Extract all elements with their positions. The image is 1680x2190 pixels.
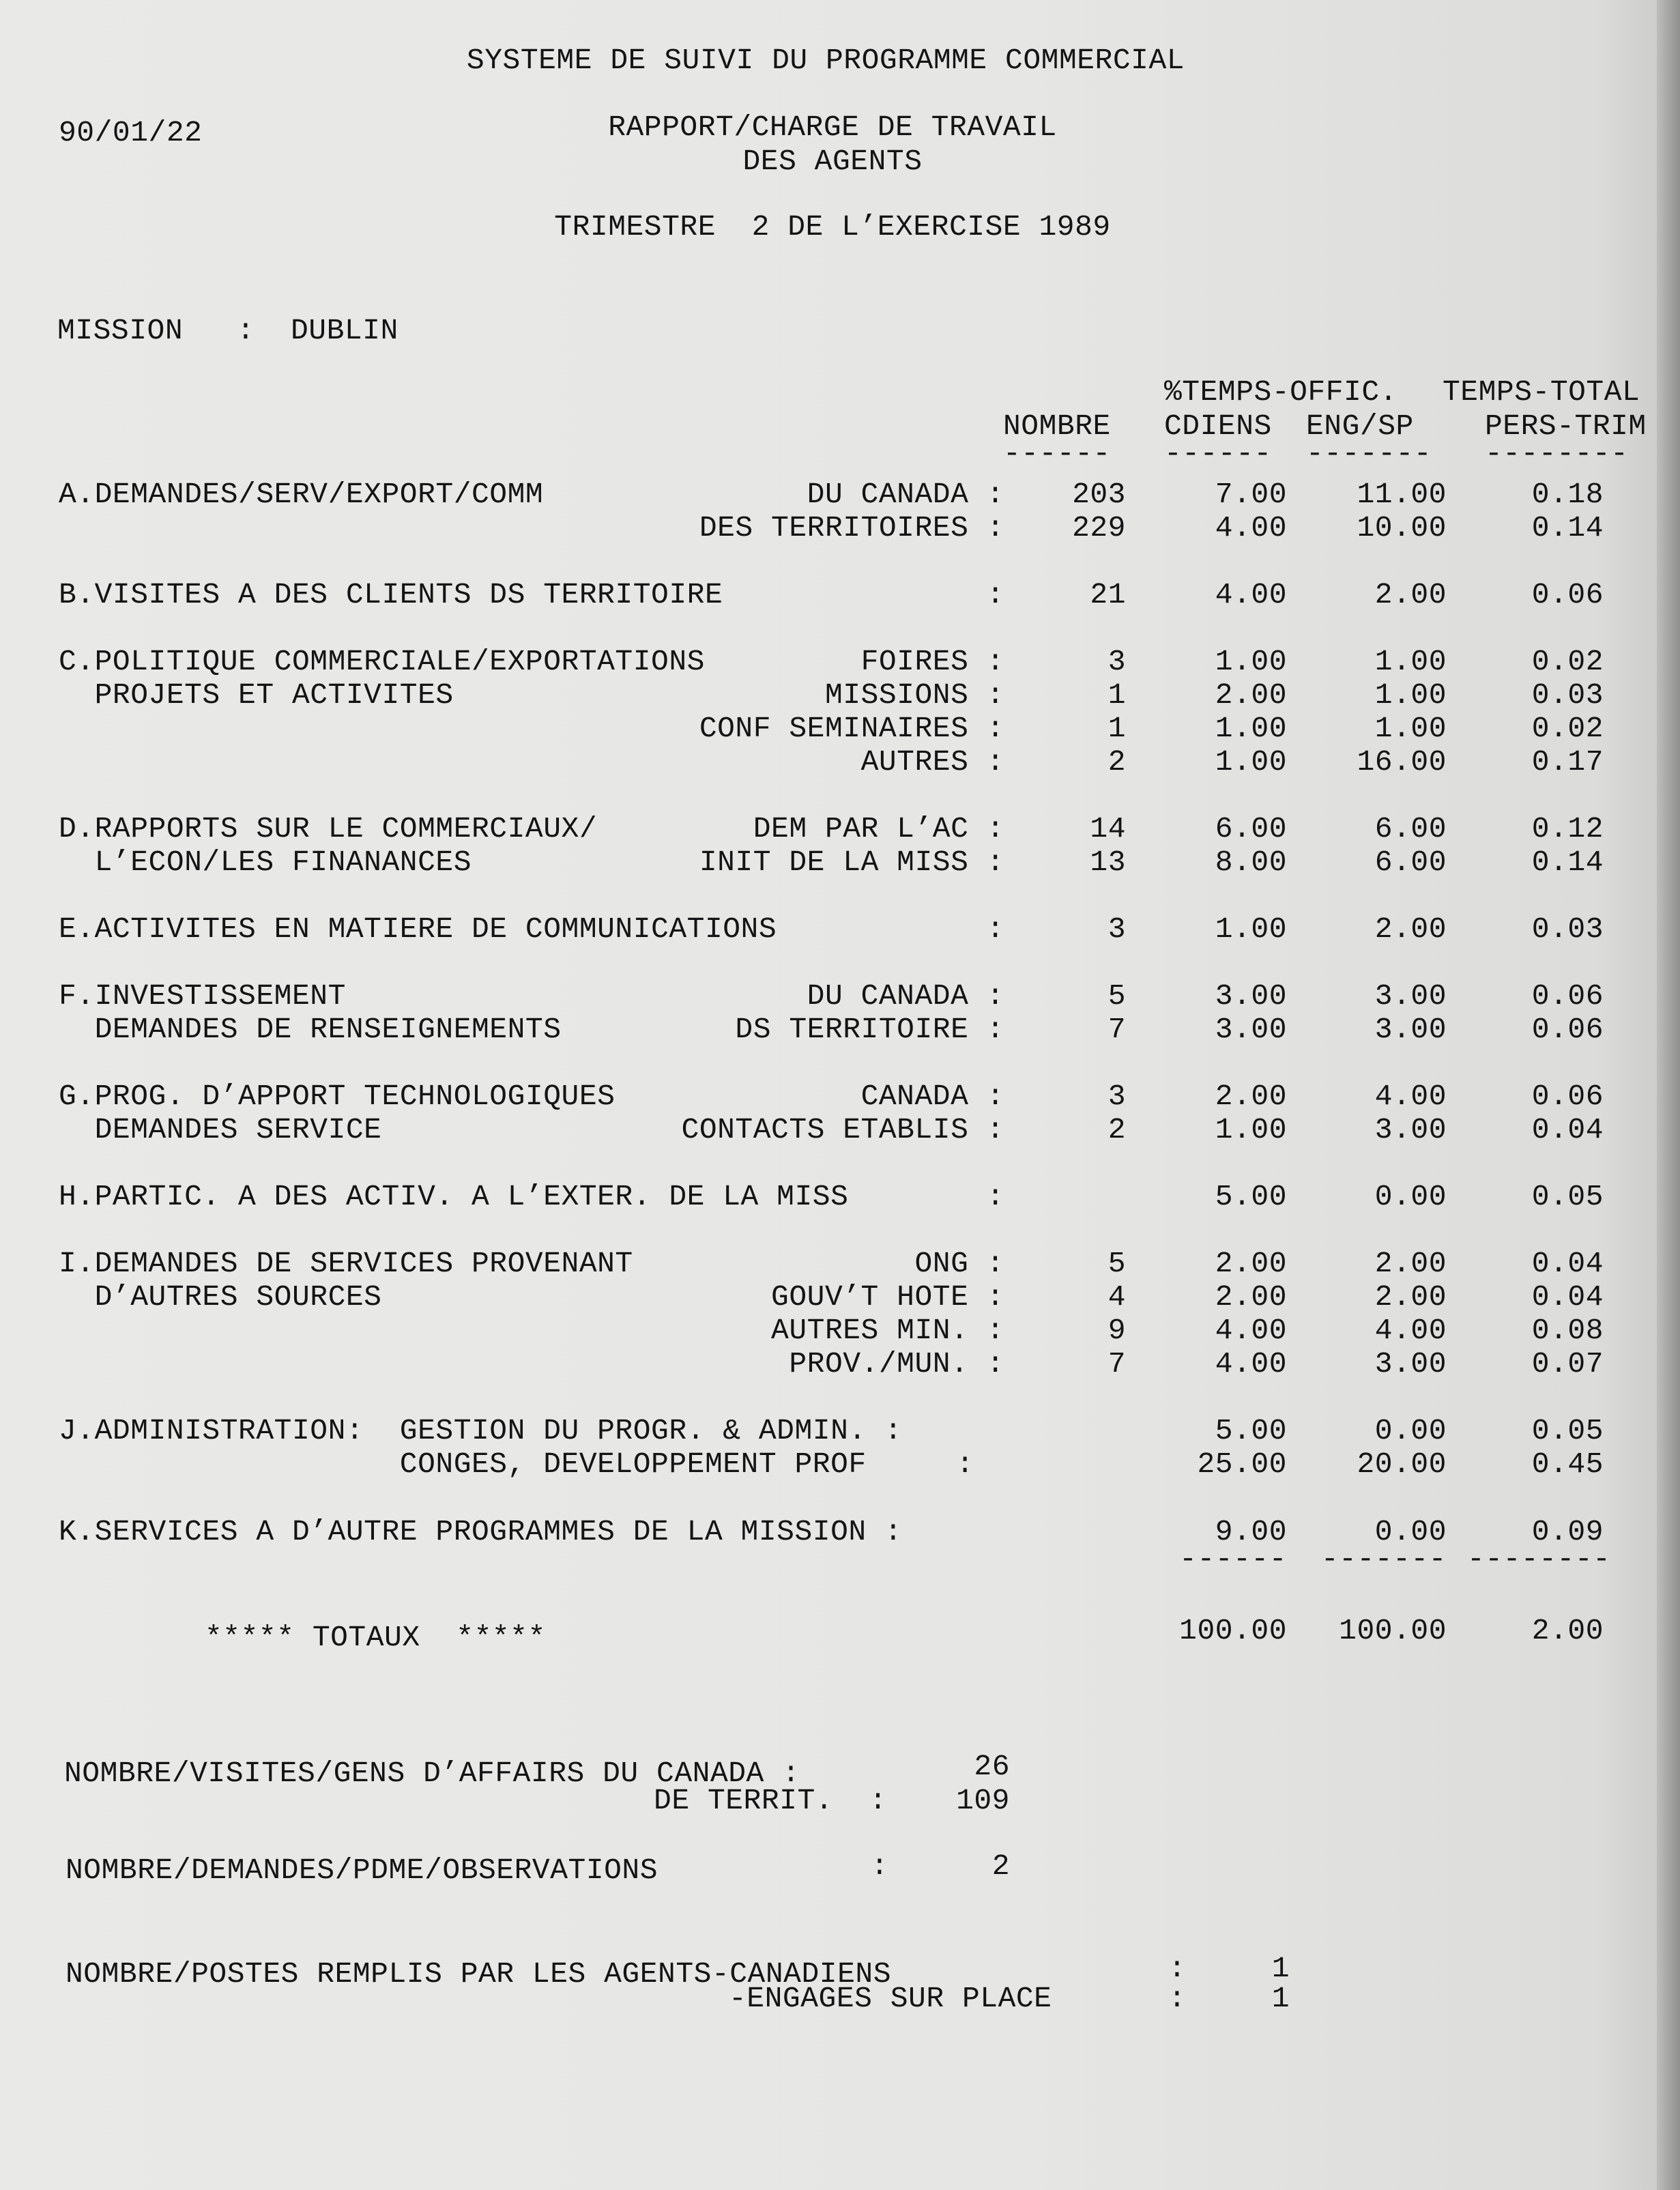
postes-label: NOMBRE/POSTES REMPLIS PAR LES AGENTS-CANADIENS: [66, 1957, 891, 1991]
column-header-engsp: ENG/SP: [1306, 409, 1414, 443]
totals-underline-cdiens: ------: [1179, 1542, 1287, 1576]
report-title-line2: DES AGENTS: [742, 145, 923, 178]
system-title: SYSTEME DE SUIVI DU PROGRAMME COMMERCIAL: [466, 44, 1185, 77]
row-label: PROJETS ET ACTIVITES: [59, 678, 454, 712]
row-engsp: 4.00: [1374, 1080, 1447, 1113]
row-sublabel: DEM PAR L’AC :: [753, 812, 1004, 846]
engages-label: -ENGAGES SUR PLACE: [729, 1982, 1052, 2015]
row-cdiens: 4.00: [1215, 1347, 1287, 1381]
row-engsp: 2.00: [1374, 1280, 1447, 1314]
row-cdiens: 25.00: [1197, 1447, 1287, 1481]
row-sublabel: AUTRES MIN. :: [771, 1314, 1004, 1347]
row-cdiens: 8.00: [1215, 846, 1287, 879]
visites-canada-value: 26: [974, 1750, 1010, 1783]
row-sublabel: PROV./MUN. :: [789, 1347, 1004, 1381]
row-sublabel: FOIRES :: [860, 645, 1004, 678]
postes-engages-value: 1: [1271, 1982, 1290, 2015]
row-pers-trim: 0.17: [1531, 745, 1604, 779]
row-cdiens: 2.00: [1215, 678, 1287, 712]
row-engsp: 2.00: [1374, 578, 1447, 611]
row-engsp: 11.00: [1357, 478, 1447, 511]
row-engsp: 3.00: [1374, 1347, 1447, 1381]
row-pers-trim: 0.06: [1531, 979, 1604, 1013]
totals-pers-trim: 2.00: [1531, 1614, 1604, 1647]
row-pers-trim: 0.05: [1531, 1180, 1604, 1213]
row-cdiens: 4.00: [1215, 511, 1287, 545]
row-cdiens: 4.00: [1215, 578, 1287, 611]
row-sublabel: AUTRES :: [860, 745, 1004, 779]
row-nombre: 1: [1107, 712, 1126, 745]
row-nombre: 1: [1107, 678, 1126, 712]
row-pers-trim: 0.04: [1531, 1280, 1604, 1314]
row-pers-trim: 0.12: [1531, 812, 1604, 846]
row-sublabel: CONTACTS ETABLIS :: [681, 1113, 1004, 1147]
totals-underline-pers: --------: [1467, 1542, 1611, 1576]
totals-label: ***** TOTAUX *****: [205, 1621, 546, 1654]
postes-canadiens-value: 1: [1271, 1952, 1290, 1985]
column-group-header-1: %TEMPS-OFFIC.: [1164, 375, 1397, 409]
page-edge-shadow: [1657, 0, 1680, 2190]
row-cdiens: 1.00: [1215, 1113, 1287, 1147]
row-label: L’ECON/LES FINANANCES: [59, 846, 472, 879]
column-underline-nombre: ------: [1003, 437, 1111, 470]
row-pers-trim: 0.06: [1531, 578, 1604, 611]
row-engsp: 3.00: [1374, 1113, 1447, 1147]
row-pers-trim: 0.06: [1531, 1080, 1604, 1113]
territ-label: DE TERRIT. :: [654, 1784, 887, 1817]
report-date: 90/01/22: [59, 116, 203, 149]
totals-cdiens: 100.00: [1179, 1614, 1287, 1647]
totals-engsp: 100.00: [1339, 1614, 1447, 1647]
visites-label: NOMBRE/VISITES/GENS D’AFFAIRS DU CANADA :: [64, 1757, 800, 1790]
row-cdiens: 9.00: [1215, 1515, 1287, 1548]
row-pers-trim: 0.03: [1531, 912, 1604, 946]
row-sublabel: CANADA :: [860, 1080, 1004, 1113]
row-pers-trim: 0.45: [1531, 1447, 1604, 1481]
row-sublabel: :: [986, 912, 1004, 946]
row-cdiens: 1.00: [1215, 712, 1287, 745]
row-cdiens: 4.00: [1215, 1314, 1287, 1347]
row-nombre: 3: [1107, 1080, 1126, 1113]
column-header-cdiens: CDIENS: [1164, 409, 1272, 443]
row-pers-trim: 0.04: [1531, 1113, 1604, 1147]
row-engsp: 2.00: [1374, 1247, 1447, 1280]
row-cdiens: 5.00: [1215, 1180, 1287, 1213]
row-cdiens: 5.00: [1215, 1414, 1287, 1447]
row-engsp: 1.00: [1374, 712, 1447, 745]
row-pers-trim: 0.03: [1531, 678, 1604, 712]
row-pers-trim: 0.05: [1531, 1414, 1604, 1447]
row-nombre: 3: [1107, 645, 1126, 678]
column-underline-cdiens: ------: [1164, 437, 1272, 470]
row-pers-trim: 0.02: [1531, 645, 1604, 678]
row-label: B.VISITES A DES CLIENTS DS TERRITOIRE: [59, 578, 723, 611]
row-nombre: 5: [1107, 1247, 1126, 1280]
row-nombre: 7: [1107, 1347, 1126, 1381]
mission-line: MISSION : DUBLIN: [57, 314, 399, 347]
row-label: D.RAPPORTS SUR LE COMMERCIAUX/: [59, 812, 598, 846]
row-pers-trim: 0.08: [1531, 1314, 1604, 1347]
row-pers-trim: 0.14: [1531, 846, 1604, 879]
row-label: J.ADMINISTRATION: GESTION DU PROGR. & ADMIN. :: [59, 1414, 903, 1447]
row-label: K.SERVICES A D’AUTRE PROGRAMMES DE LA MISSION :: [59, 1515, 903, 1548]
row-pers-trim: 0.07: [1531, 1347, 1604, 1381]
row-engsp: 6.00: [1374, 846, 1447, 879]
row-sublabel: :: [986, 578, 1004, 611]
column-header-nombre: NOMBRE: [1003, 409, 1111, 443]
row-label: D’AUTRES SOURCES: [59, 1280, 382, 1314]
row-cdiens: 2.00: [1215, 1280, 1287, 1314]
row-sublabel: MISSIONS :: [824, 678, 1004, 712]
pdme-colon: :: [871, 1849, 889, 1883]
row-sublabel: DS TERRITOIRE :: [735, 1013, 1004, 1046]
row-pers-trim: 0.09: [1531, 1515, 1604, 1548]
row-cdiens: 2.00: [1215, 1080, 1287, 1113]
visites-territ-value: 109: [956, 1784, 1010, 1817]
row-nombre: 2: [1107, 1113, 1126, 1147]
row-cdiens: 2.00: [1215, 1247, 1287, 1280]
row-label: G.PROG. D’APPORT TECHNOLOGIQUES: [59, 1080, 615, 1113]
row-label: A.DEMANDES/SERV/EXPORT/COMM: [59, 478, 544, 511]
row-label: C.POLITIQUE COMMERCIALE/EXPORTATIONS: [59, 645, 705, 678]
totals-underline-engsp: -------: [1320, 1542, 1447, 1576]
row-sublabel: ONG :: [914, 1247, 1004, 1280]
pdme-value: 2: [991, 1849, 1010, 1883]
report-title-line1: RAPPORT/CHARGE DE TRAVAIL: [608, 111, 1057, 144]
row-pers-trim: 0.02: [1531, 712, 1604, 745]
row-label: E.ACTIVITES EN MATIERE DE COMMUNICATIONS: [59, 912, 777, 946]
column-underline-engsp: -------: [1306, 437, 1432, 470]
row-nombre: 21: [1090, 578, 1126, 611]
row-engsp: 6.00: [1374, 812, 1447, 846]
row-pers-trim: 0.14: [1531, 511, 1604, 545]
quarter-line: TRIMESTRE 2 DE L’EXERCISE 1989: [554, 210, 1111, 244]
row-nombre: 9: [1107, 1314, 1126, 1347]
row-nombre: 7: [1107, 1013, 1126, 1046]
column-group-header-2: TEMPS-TOTAL: [1443, 375, 1640, 409]
row-pers-trim: 0.18: [1531, 478, 1604, 511]
row-engsp: 3.00: [1374, 1013, 1447, 1046]
row-cdiens: 6.00: [1215, 812, 1287, 846]
row-sublabel: DU CANADA :: [807, 979, 1004, 1013]
engages-colon: :: [1168, 1982, 1187, 2015]
row-sublabel: INIT DE LA MISS :: [699, 846, 1004, 879]
row-engsp: 1.00: [1374, 678, 1447, 712]
row-nombre: 2: [1107, 745, 1126, 779]
row-engsp: 1.00: [1374, 645, 1447, 678]
column-underline-pers: --------: [1485, 437, 1629, 470]
row-nombre: 5: [1107, 979, 1126, 1013]
row-sublabel: DU CANADA :: [807, 478, 1004, 511]
row-engsp: 3.00: [1374, 979, 1447, 1013]
row-engsp: 0.00: [1374, 1515, 1447, 1548]
row-pers-trim: 0.04: [1531, 1247, 1604, 1280]
row-cdiens: 1.00: [1215, 645, 1287, 678]
row-label: DEMANDES SERVICE: [59, 1113, 382, 1147]
row-engsp: 0.00: [1374, 1180, 1447, 1213]
row-nombre: 3: [1107, 912, 1126, 946]
row-label: CONGES, DEVELOPPEMENT PROF :: [59, 1447, 974, 1481]
row-engsp: 2.00: [1374, 912, 1447, 946]
row-cdiens: 7.00: [1215, 478, 1287, 511]
column-header-pers-trim: PERS-TRIM: [1485, 409, 1647, 443]
row-label: F.INVESTISSEMENT: [59, 979, 346, 1013]
row-cdiens: 3.00: [1215, 1013, 1287, 1046]
row-label: DEMANDES DE RENSEIGNEMENTS: [59, 1013, 562, 1046]
row-sublabel: :: [986, 1180, 1004, 1213]
row-nombre: 13: [1090, 846, 1126, 879]
row-engsp: 0.00: [1374, 1414, 1447, 1447]
row-cdiens: 3.00: [1215, 979, 1287, 1013]
row-engsp: 16.00: [1357, 745, 1447, 779]
row-sublabel: GOUV’T HOTE :: [771, 1280, 1004, 1314]
pdme-label: NOMBRE/DEMANDES/PDME/OBSERVATIONS: [66, 1854, 658, 1887]
row-engsp: 10.00: [1357, 511, 1447, 545]
row-label: I.DEMANDES DE SERVICES PROVENANT: [59, 1247, 633, 1280]
row-cdiens: 1.00: [1215, 912, 1287, 946]
row-nombre: 4: [1107, 1280, 1126, 1314]
row-nombre: 229: [1072, 511, 1126, 545]
row-sublabel: CONF SEMINAIRES :: [699, 712, 1004, 745]
row-nombre: 14: [1090, 812, 1126, 846]
postes-colon: :: [1168, 1952, 1187, 1985]
row-label: H.PARTIC. A DES ACTIV. A L’EXTER. DE LA MISS: [59, 1180, 849, 1213]
row-engsp: 20.00: [1357, 1447, 1447, 1481]
row-cdiens: 1.00: [1215, 745, 1287, 779]
row-nombre: 203: [1072, 478, 1126, 511]
row-sublabel: DES TERRITOIRES :: [699, 511, 1004, 545]
row-pers-trim: 0.06: [1531, 1013, 1604, 1046]
row-engsp: 4.00: [1374, 1314, 1447, 1347]
